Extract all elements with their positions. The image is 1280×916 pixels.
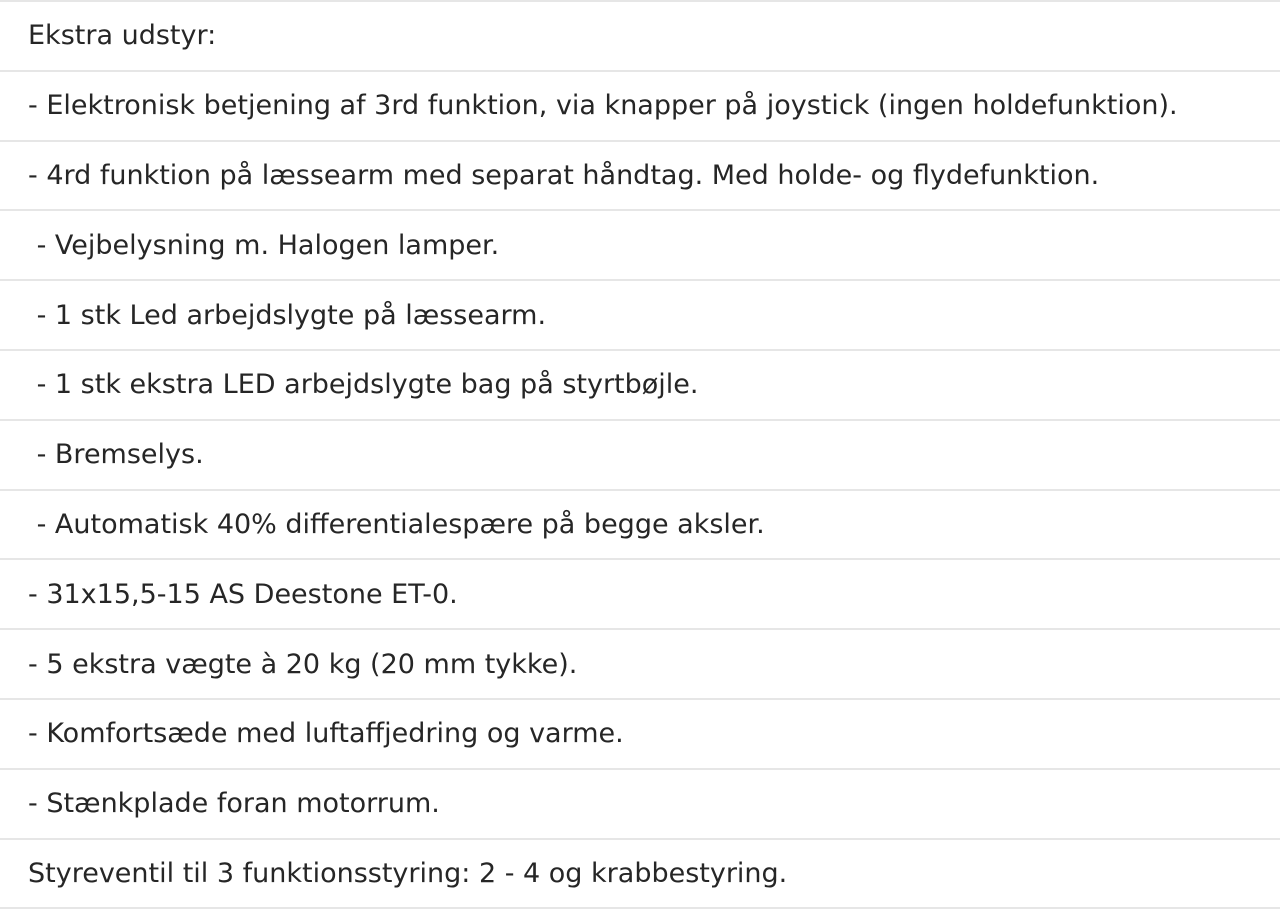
list-item xyxy=(0,491,1280,561)
list-item-text: - 1 stk Led arbejdslygte på læssearm. xyxy=(28,299,547,331)
list-item xyxy=(0,281,1280,351)
list-item-text: - 1 stk ekstra LED arbejdslygte bag på styrtbøjle. xyxy=(28,369,699,401)
list-item xyxy=(0,700,1280,770)
list-item xyxy=(0,211,1280,281)
list-item-text: Styreventil til 3 funktionsstyring: 2 - 4 og krabbestyring. xyxy=(28,857,788,889)
list-item xyxy=(0,421,1280,491)
list-item xyxy=(0,770,1280,840)
list-item-text: - Stænkplade foran motorrum. xyxy=(28,788,440,820)
list-item-text: Ekstra udstyr: xyxy=(28,20,217,52)
list-item xyxy=(0,630,1280,700)
list-item-text: - Vejbelysning m. Halogen lamper. xyxy=(28,229,500,261)
list-item xyxy=(0,560,1280,630)
list-item xyxy=(0,2,1280,72)
list-item-text: - 31x15,5-15 AS Deestone ET-0. xyxy=(28,578,458,610)
list-item-text: - 4rd funktion på læssearm med separat håndtag. Med holde- og flydefunktion. xyxy=(28,159,1100,191)
list-item-text: - 5 ekstra vægte à 20 kg (20 mm tykke). xyxy=(28,648,578,680)
list-item xyxy=(0,351,1280,421)
list-item-text: - Automatisk 40% differentialespære på begge aksler. xyxy=(28,508,765,540)
list-item xyxy=(0,72,1280,142)
list-item xyxy=(0,142,1280,212)
list-item-text: - Bremselys. xyxy=(28,439,204,471)
list-item-text: - Elektronisk betjening af 3rd funktion, via knapper på joystick (ingen holdefunktion). xyxy=(28,90,1178,122)
list-item xyxy=(0,840,1280,910)
list-item-text: - Komfortsæde med luftaffjedring og varme. xyxy=(28,718,624,750)
